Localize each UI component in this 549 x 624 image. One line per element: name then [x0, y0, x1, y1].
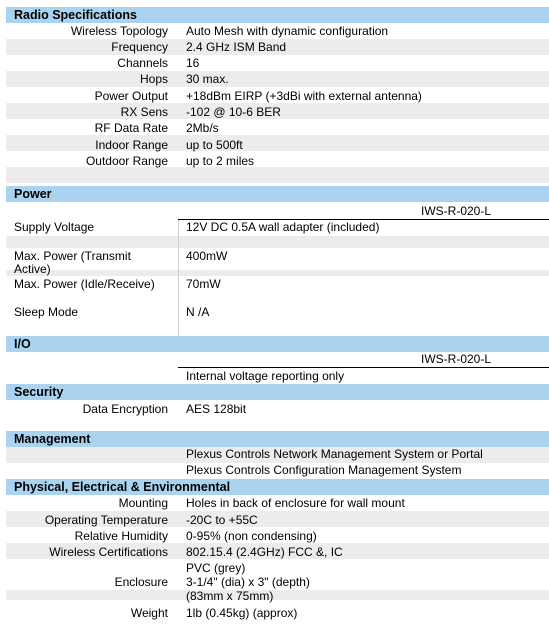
spec-value: 12V DC 0.5A wall adapter (included): [186, 220, 380, 234]
spec-label: Relative Humidity: [74, 529, 168, 543]
spec-label: Mounting: [118, 496, 168, 510]
column-divider: [178, 220, 179, 336]
divider: [178, 367, 549, 368]
section-header-io: I/O: [6, 336, 549, 352]
spec-label: Wireless Topology: [70, 24, 168, 38]
spec-value: up to 2 miles: [186, 154, 255, 168]
spec-value: Plexus Controls Configuration Management System: [186, 463, 462, 477]
section-header-radio: Radio Specifications: [6, 7, 549, 23]
spec-value: (83mm x 75mm): [186, 589, 274, 603]
spec-label: Weight: [130, 606, 168, 620]
row-bg: [6, 590, 549, 600]
spec-value: AES 128bit: [186, 402, 247, 416]
spec-label: Data Encryption: [82, 402, 168, 416]
spec-label: Max. Power (Transmit Active): [14, 249, 131, 276]
spec-value: -102 @ 10-6 BER: [186, 105, 281, 119]
spec-value: 3-1/4" (dia) x 3" (depth): [186, 575, 310, 589]
spec-label: Channels: [117, 56, 168, 70]
spec-label: Frequency: [111, 40, 168, 54]
spec-value: PVC (grey): [186, 561, 246, 575]
spec-value: 0-95% (non condensing): [186, 529, 317, 543]
spec-value: 16: [186, 56, 200, 70]
model-number: IWS-R-020-L: [421, 204, 492, 218]
spec-value: N /A: [186, 305, 210, 319]
spec-value: Plexus Controls Network Management System or Portal: [186, 447, 483, 461]
section-header-management: Management: [6, 431, 549, 447]
spec-label: Outdoor Range: [85, 154, 168, 168]
spec-value: 2.4 GHz ISM Band: [186, 40, 287, 54]
spec-value: up to 500ft: [186, 138, 243, 152]
spec-label: Hops: [139, 72, 168, 86]
row-bg: [6, 236, 549, 248]
spec-label: Enclosure: [114, 575, 168, 589]
spec-value: +18dBm EIRP (+3dBi with external antenna): [186, 89, 422, 103]
section-header-physical: Physical, Electrical & Environmental: [6, 479, 549, 495]
spec-label: RX Sens: [120, 105, 168, 119]
section-header-security: Security: [6, 384, 549, 400]
spec-label: Supply Voltage: [14, 220, 95, 234]
spec-label: Wireless Certifications: [49, 545, 168, 559]
spec-value: 70mW: [186, 277, 221, 291]
row-bg: [6, 167, 549, 183]
section-header-power: Power: [6, 186, 549, 202]
spec-value: -20C to +55C: [186, 513, 258, 527]
spec-value: 802.15.4 (2.4GHz) FCC &, IC: [186, 545, 343, 559]
spec-value: 2Mb/s: [186, 121, 219, 135]
spec-label: RF Data Rate: [94, 121, 168, 135]
spec-label: Sleep Mode: [14, 305, 79, 319]
spec-value: Auto Mesh with dynamic configuration: [186, 24, 389, 38]
spec-value: 400mW: [186, 249, 228, 263]
model-number: IWS-R-020-L: [421, 352, 492, 366]
spec-label: Max. Power (Idle/Receive): [14, 277, 155, 291]
spec-value: 30 max.: [186, 72, 229, 86]
spec-value: Holes in back of enclosure for wall mount: [186, 496, 405, 510]
spec-label: Indoor Range: [95, 138, 168, 152]
spec-value: Internal voltage reporting only: [186, 369, 345, 383]
spec-value: 1lb (0.45kg) (approx): [186, 606, 298, 620]
spec-label: Operating Temperature: [44, 513, 168, 527]
spec-label: Power Output: [94, 89, 168, 103]
